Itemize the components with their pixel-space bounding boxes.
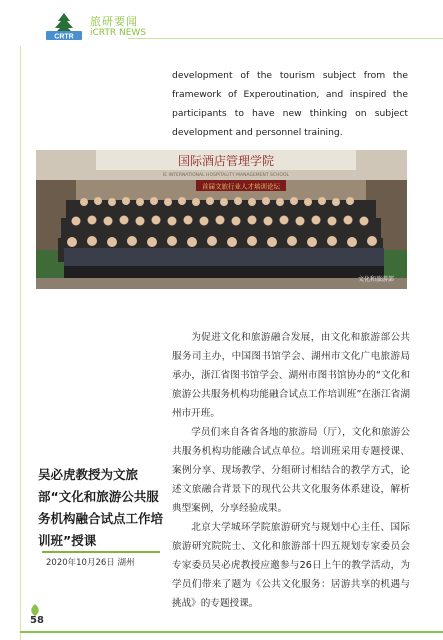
section-title-cn: 旅研要闻 bbox=[90, 15, 138, 28]
section-title-en: iCRTR NEWS bbox=[90, 28, 147, 38]
logo-text: CRTR bbox=[54, 33, 74, 41]
group-photo-illustration bbox=[36, 150, 407, 289]
group-photo bbox=[36, 150, 407, 289]
article-body bbox=[172, 328, 410, 613]
building-sign: 国际酒店管理学院 bbox=[177, 154, 275, 168]
sidebar-divider bbox=[42, 551, 160, 553]
body-paragraph-2: 学员们来自各省各地的旅游局（厅），文化和旅游公共服务机构功能融合试点单位。培训班采用专题授课、案例分享、现场教学、分组研讨相结合的教学方式，论述文旅融合背景下的现代公共文化服务体系建设，解析典型案例，分享经验成果。 bbox=[172, 427, 410, 514]
footer-rule bbox=[20, 631, 443, 633]
sidebar-headline: 吴必虎教授为文旅部“文化和旅游公共服务机构融合试点工作培训班”授课 bbox=[38, 467, 164, 548]
left-margin-line bbox=[20, 0, 21, 640]
building-sign-en: IE INTERNATIONAL HOSPITALITY MANAGEMENT SCHOOL bbox=[162, 173, 290, 178]
body-paragraph-3: 北京大学城环学院旅游研究与规划中心主任、国际旅游研究院院士、文化和旅游部十四五规划专家委员会专家委员吴必虎教授应邀参与26日上午的教学活动，为学员们带来了题为《公共文化服务：居游共享的机遇与挑战》的专题授课。 bbox=[172, 522, 410, 609]
body-paragraph-1: 为促进文化和旅游融合发展，由文化和旅游部公共服务司主办，中国图书馆学会、湖州市文化广电旅游局承办，浙江省图书馆学会、湖州市图书馆协办的“文化和旅游公共服务机构功能融合试点工作培训班”在浙江省湖州市开班。 bbox=[172, 332, 410, 419]
crowd bbox=[58, 197, 384, 278]
page-number: 58 bbox=[30, 615, 44, 626]
crtr-logo-icon bbox=[44, 12, 84, 42]
page-header bbox=[0, 0, 443, 46]
sidebar-date: 2020年10月26日 湖州 bbox=[46, 558, 135, 568]
intro-paragraph: development of the tourism subject from the framework of Experoutination, and inspired the participants to have new thinking on subject development and personnel training. bbox=[172, 70, 408, 138]
banner-text: 首届文旅行业人才培训论坛 bbox=[202, 182, 280, 191]
header-rule bbox=[128, 38, 443, 39]
photo-watermark: 文化和旅游部 bbox=[357, 276, 395, 283]
